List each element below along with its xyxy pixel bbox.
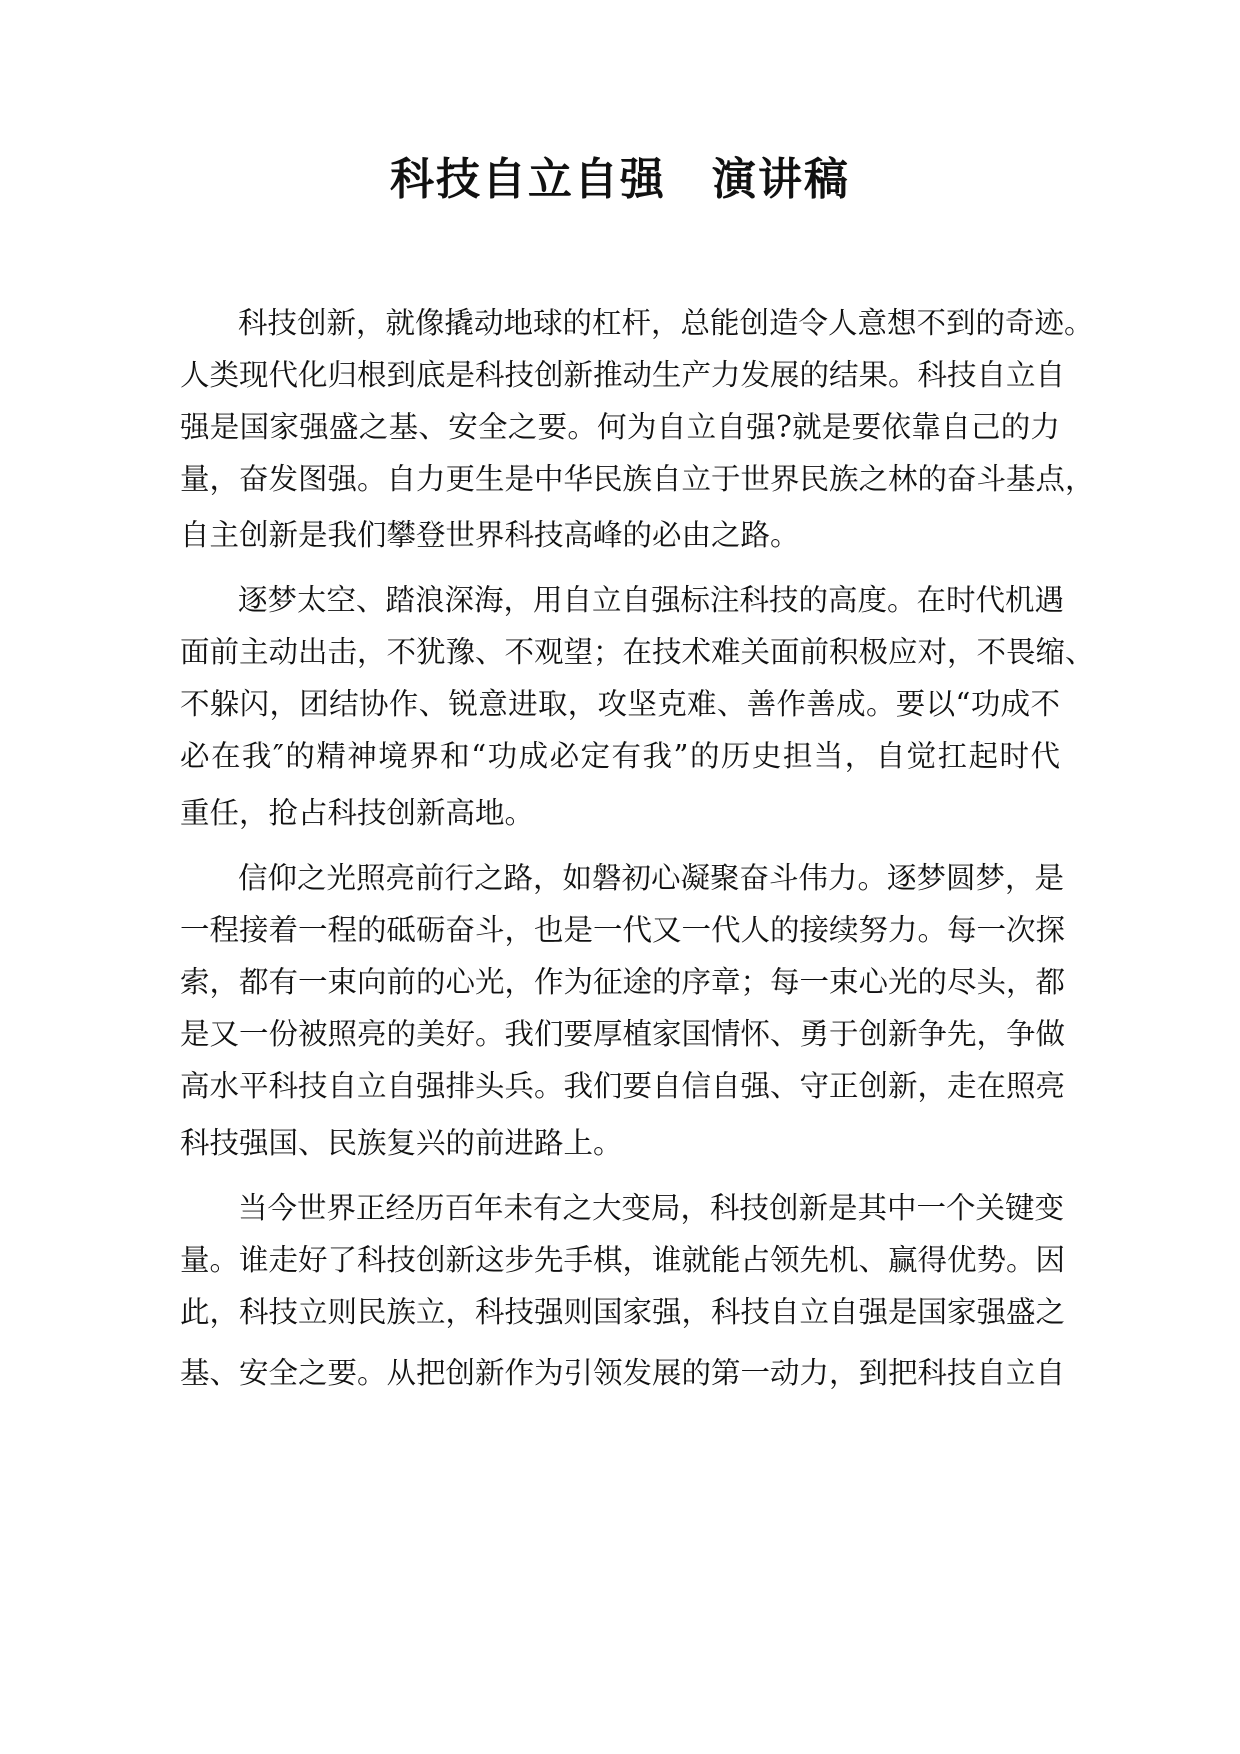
paragraph-line: 人类现代化归根到底是科技创新推动生产力发展的结果。科技自立自 [180,358,1066,392]
paragraph-line: 一程接着一程的砥砺奋斗，也是一代又一代人的接续努力。每一次探 [180,913,1066,947]
paragraph-line: 量。谁走好了科技创新这步先手棋，谁就能占领先机、赢得优势。因 [180,1243,1066,1277]
paragraph-line: 基、安全之要。从把创新作为引领发展的第一动力，到把科技自立自 [180,1356,1066,1390]
paragraph-line: 强是国家强盛之基、安全之要。何为自立自强?就是要依靠自己的力 [180,410,1060,444]
paragraph-line: 信仰之光照亮前行之路，如磐初心凝聚奋斗伟力。逐梦圆梦，是 [238,861,1065,895]
paragraph-line: 必在我″的精神境界和“功成必定有我”的历史担当，自觉扛起时代 [180,739,1060,773]
paragraph-line: 自主创新是我们攀登世界科技高峰的必由之路。 [180,518,800,552]
paragraph-line: 重任，抢占科技创新高地。 [180,796,535,830]
paragraph-line: 逐梦太空、踏浪深海，用自立自强标注科技的高度。在时代机遇 [238,583,1065,617]
paragraph-line: 面前主动出击，不犹豫、不观望；在技术难关面前积极应对，不畏缩、 [180,635,1095,669]
paragraph-line: 科技强国、民族复兴的前进路上。 [180,1126,623,1160]
document-title: 科技自立自强 演讲稿 [390,154,850,205]
paragraph-line: 当今世界正经历百年未有之大变局，科技创新是其中一个关键变 [238,1191,1065,1225]
paragraph-line: 量，奋发图强。自力更生是中华民族自立于世界民族之林的奋斗基点， [180,462,1095,496]
paragraph-line: 不躲闪，团结协作、锐意进取，攻坚克难、善作善成。要以“功成不 [180,687,1060,721]
paragraph-line: 索，都有一束向前的心光，作为征途的序章；每一束心光的尽头，都 [180,965,1066,999]
paragraph-line: 科技创新，就像撬动地球的杠杆，总能创造令人意想不到的奇迹。 [238,306,1094,340]
paragraph-line: 此，科技立则民族立，科技强则国家强，科技自立自强是国家强盛之 [180,1295,1066,1329]
paragraph-line: 高水平科技自立自强排头兵。我们要自信自强、守正创新，走在照亮 [180,1069,1066,1103]
paragraph-line: 是又一份被照亮的美好。我们要厚植家国情怀、勇于创新争先，争做 [180,1017,1066,1051]
